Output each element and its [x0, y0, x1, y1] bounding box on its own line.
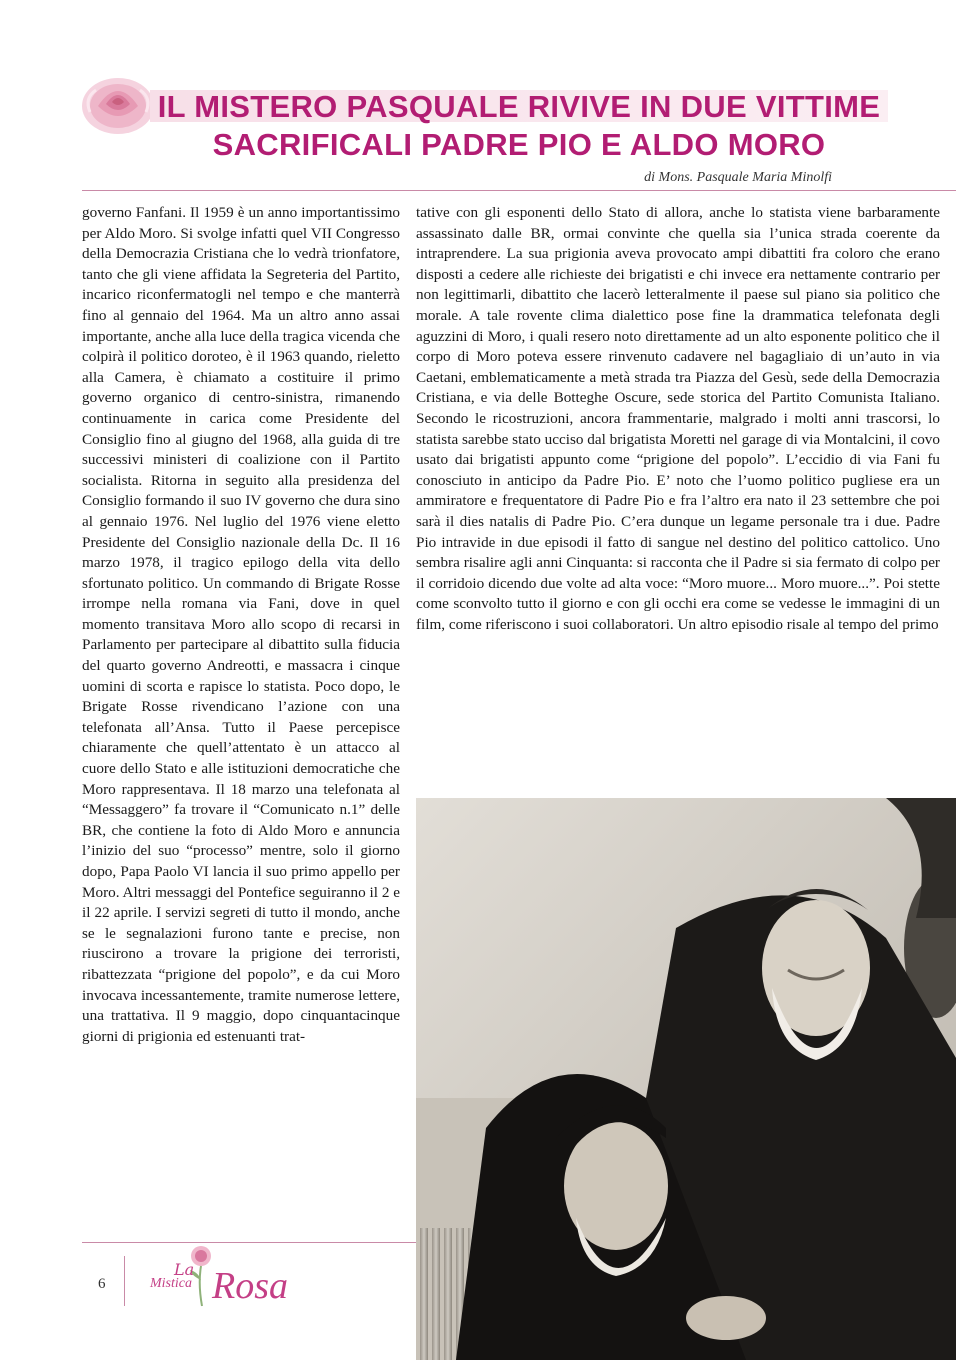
footer	[82, 1250, 302, 1310]
footer-divider	[82, 1242, 416, 1243]
article-title-line-2: SACRIFICALI PADRE PIO E ALDO MORO	[212, 127, 826, 162]
logo-la: La	[174, 1260, 195, 1279]
article-title-line-1: IL MISTERO PASQUALE RIVIVE IN DUE VITTIME	[157, 89, 881, 124]
article-text-right: tative con gli esponenti dello Stato di allora, anche lo statista viene barbaramente assassinato dalle BR, ormai convinte che quella sia l’unica strada coerente da intraprendere. La sua prigionia aveva provocato ampi dibattiti fra coloro che erano disposti a cedere alle richieste dei brigatisti e chi invece era nettamente contrario per non legittimarli, dibattito che lacerò letteralmente il paese sul piano sia politico che morale. A tale rovente clima dialettico pose fine la drammatica telefonata degli aguzzini di Moro, i quali resero noto direttamente ad un alto esponente politico che il corpo di Moro poteva essere rinvenuto cadavere nel bagagliaio di un’auto in via Caetani, emblematicamente a metà strada tra Piazza del Gesù, sede della Democrazia Cristiana, e via delle Botteghe Oscure, sede storica del Partito Comunista Italiano. Secondo le ricostruzioni, ancora frammentarie, malgrado i molti anni trascorsi, lo statista sarebbe stato ucciso dal brigatista Moretti nel garage di via Montalcini, il covo usato dai brigatisti appunto come “prigione del popolo”. L’eccidio di via Fani fu conosciuto in anticipo da Padre Pio. E’ noto che l’uomo politico pugliese era un ammiratore e frequentatore di Padre Pio e fra l’altro era nato il 23 settembre che poi sarà il dies natalis di Padre Pio. C’era dunque un legame personale tra i due. Padre Pio intravide in due episodi il fatto di sangue nel destino del politico cattolico. Uno sembra risalire agli anni Cinquanta: si racconta che il Padre si sia fermato di colpo per il corridoio dicendo due volte ad alta voce: “Moro muore... Moro muore...”. Poi stette come sconvolto tutto il giorno e con gli occhi era come se vedesse le immagini di un film, come riferiscono i suoi collaboratori. Un altro episodio risale al tempo del primo	[416, 204, 940, 633]
article-column-left	[82, 203, 400, 1047]
page-number: 6	[98, 1276, 106, 1292]
article-column-right	[416, 203, 940, 635]
photo-illustration	[416, 798, 956, 1360]
article-text-left: governo Fanfani. Il 1959 è un anno importantissimo per Aldo Moro. Si svolge infatti quel VII Congresso della Democrazia Cristiana che lo vedrà trionfatore, tanto che gli viene affidata la Segreteria del Partito, incarico riconfermatogli nel tempo e che manterrà fino al gennaio del 1964. Ma un altro anno assai importante, anche alla luce della tragica vicenda che colpirà il politico doroteo, è il 1963 quando, rieletto alla Camera, è chiamato a costituire il primo governo organico di centro-sinistra, rimanendo continuamente in carica come Presidente del Consiglio fino al giugno del 1968, alla guida di tre successivi ministeri di coalizione con il Partito socialista. Ritorna in seguito alla presidenza del Consiglio formando il suo IV governo che dura sino al gennaio 1976. Nel luglio del 1976 viene eletto Presidente del Consiglio nazionale della Dc. Il 16 marzo 1978, il tragico epilogo della vita dello sfortunato politico. Un commando di Brigate Rosse irrompe nella romana via Fani, dove in quel momento transitava Moro allo scopo di recarsi in Parlamento per partecipare al dibattito sulla fiducia del quarto governo Andreotti, e massacra i cinque uomini di scorta e rapisce lo statista. Poco dopo, le Brigate Rosse rivendicano l’azione con una telefonata all’Ansa. Tutto il Paese percepisce chiaramente che quell’attentato è un attacco al cuore dello Stato e alle istituzioni democratiche che Moro rappresentava. Il 18 marzo una telefonata al “Messaggero” fa trovare il “Comunicato n.1” delle BR, che contiene la foto di Aldo Moro e annuncia l’inizio del suo “processo” mentre, solo il giorno dopo, Papa Paolo VI lancia il suo primo appello per Moro. Altri messaggi del Pontefice seguiranno il 2 e il 22 aprile. I servizi segreti di tutto il mondo, anche se le segnalazioni furono tante e precise, non riuscirono a trovare la prigione dei terroristi, ribattezzata “prigione del popolo”, e da cui Moro invocava incessantemente, tramite numerose lettere, una trattativa. Il 9 maggio, dopo cinquantacinque giorni di prigionia ed estenuanti trat-	[82, 204, 400, 1045]
rose-icon	[78, 68, 160, 138]
article-author: di Mons. Pasquale Maria Minolfi	[644, 170, 832, 185]
header-divider	[82, 190, 956, 191]
article-title	[150, 88, 888, 164]
article-photo	[416, 798, 956, 1360]
logo-rosa: Rosa	[212, 1265, 288, 1307]
footer-separator	[124, 1256, 125, 1306]
logo-mistica: Mistica	[150, 1276, 192, 1291]
